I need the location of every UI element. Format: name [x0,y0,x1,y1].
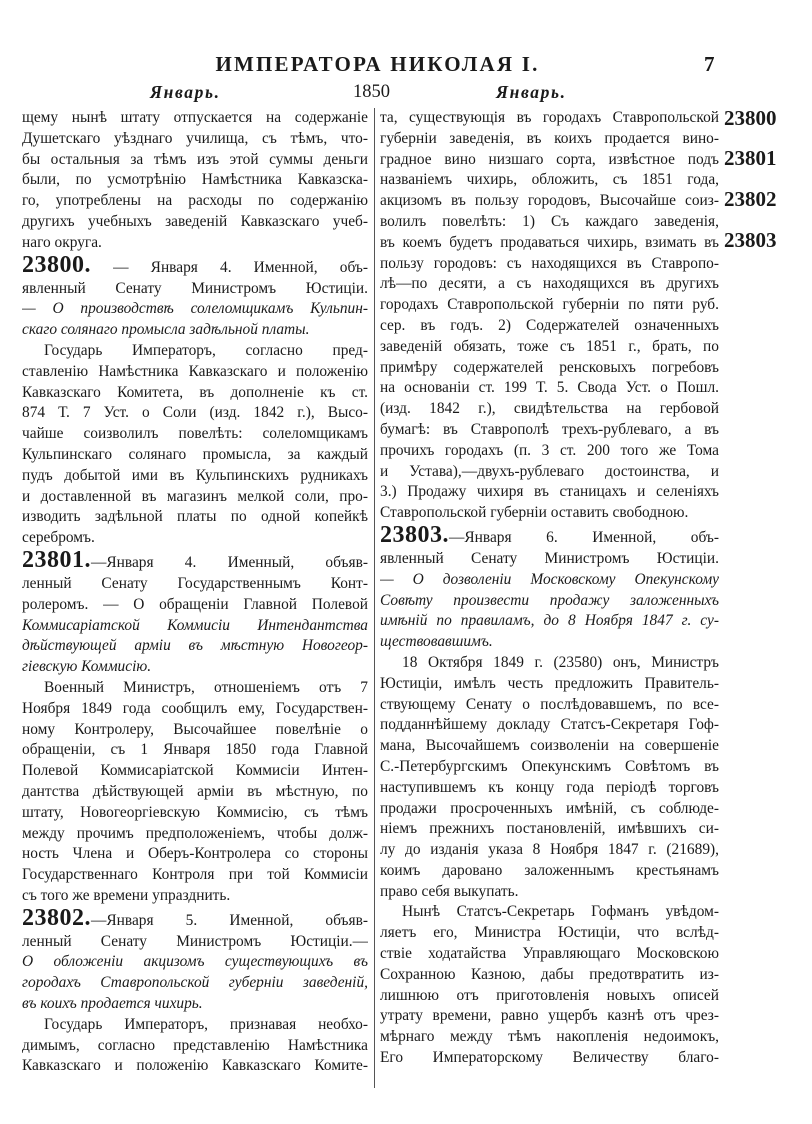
line-text: Коммисаріатской Коммисіи Интендантства [22,616,368,634]
text-line [380,778,719,799]
line-text: и доставленной въ магазинъ мелкой соли, про- [22,487,368,505]
line-text: О обложеніи акцизомъ существующихъ въ [22,953,368,971]
text-line [380,1006,719,1027]
text-line [380,570,719,591]
margin-decree-number: 23803 [724,228,777,252]
line-text: утрату времени, равно ущербъ казнѣ отъ чрез- [380,1007,719,1025]
line-text: прочихъ городахъ (п. 3 ст. 200 того же Тома [380,441,719,459]
text-line [22,994,368,1015]
text-line [22,466,368,487]
line-text: Военный Министръ, отношеніемъ отъ 7 [44,678,368,696]
text-line [380,462,719,483]
decree-number: 23803. [380,523,449,548]
text-line [380,316,719,337]
text-line [22,844,368,865]
line-text: наго округа. [22,233,102,251]
line-text: С.-Петербургскимъ Опекунскимъ Совѣтомъ въ [380,757,719,775]
line-text: продажи просроченныхъ имѣній, съ соблюде- [380,799,719,817]
line-text: Юстиціи, имѣлъ честь предложить Правитель- [380,674,719,692]
line-text: другихъ учебныхъ заведеній Кавказскаго учеб- [22,212,368,230]
line-text: дѣйствующей арміи въ мѣстную Новогеор- [22,637,368,655]
text-line [380,399,719,420]
text-line [22,212,368,233]
text-line [380,274,719,295]
text-line [380,358,719,379]
right-text-column [380,108,719,1069]
line-text: Государь Императоръ, согласно пред- [44,341,368,359]
decree-number: 23802. [22,906,91,931]
text-line [380,129,719,150]
text-line [22,279,368,300]
line-text: обращеніи, съ 1 Января 1850 года Главной [22,741,368,759]
line-text: право себя выкупать. [380,882,519,900]
text-line [380,819,719,840]
text-line [22,636,368,657]
line-text: та, существующія въ городахъ Ставропольской [380,109,719,126]
line-text: ществовавшимъ. [380,633,493,651]
line-text: ленный Сенату Министромъ Юстиціи.— [22,932,368,950]
line-text: названіемъ чихирь, обложить, съ 1851 года, [380,171,719,189]
line-text: —Января 4. Именный, объяв- [91,553,368,571]
text-line [380,674,719,695]
line-text: бумагѣ: въ Ставрополѣ трехъ-рублеваго, а въ [380,420,719,438]
text-line [22,1015,368,1036]
page-number: 7 [704,52,715,76]
line-text: Совѣту произвести продажу заложенныхъ [380,591,719,609]
column-divider [374,108,375,1088]
line-text: бы остальныя за тѣмъ изъ этой суммы деньги [22,150,368,168]
line-text: серебромъ. [22,529,95,547]
text-line [22,233,368,254]
text-line [22,1056,368,1077]
text-line [22,341,368,362]
text-line [380,695,719,716]
line-text: пудъ добытой ими въ Кульпинскихъ рудникахъ [22,466,368,484]
text-line [22,657,368,678]
text-line [380,212,719,233]
line-text: ролеромъ. — О обращеніи Главной Полевой [22,595,368,613]
text-line [22,403,368,424]
text-line [380,503,719,524]
text-line [22,507,368,528]
text-line [380,882,719,903]
line-text: городахъ Ставропольской губерніи заведеній, [22,974,368,992]
text-line [380,861,719,882]
margin-decree-number: 23801 [724,146,777,170]
line-text: и Устава),—двухъ-рублеваго достоинства, и [380,462,719,480]
line-text: мана, Высочайшемъ соизволеніи на совершеніе [380,737,719,755]
line-text: заведеній обязать, тоже съ 1851 г., брать, по [380,337,719,355]
text-line [380,944,719,965]
line-text: губерніи заведенія, въ коихъ продается вино- [380,129,719,147]
text-line [380,902,719,923]
line-text: въ коихъ продается чихирь. [22,995,203,1013]
text-line [22,191,368,212]
line-text: штату, Новогеоргіевскую Коммисію, съ тѣмъ [22,803,368,821]
line-text: лу до изданія указа 8 Ноября 1847 г. (21689), [380,841,719,859]
text-line [22,150,368,171]
line-text: чайше соизволилъ повелѣть: солеломщикамъ [22,425,368,443]
line-text: мѣрнаго между тѣмъ накопленія недоимокъ, [380,1028,719,1046]
text-line [22,720,368,741]
text-line [22,528,368,549]
text-line [22,886,368,907]
text-line [380,191,719,212]
line-text: дантства дѣйствующей арміи въ мѣстную, по [22,782,368,800]
text-line [22,616,368,637]
text-line [380,591,719,612]
line-text: щему нынѣ штату отпускается на содержаніе [22,109,368,126]
text-line [380,653,719,674]
line-text: (изд. 1842 г.), свидѣтельства на гербовой [380,400,719,418]
text-line [380,986,719,1007]
margin-decree-number: 23802 [724,187,777,211]
text-line [380,840,719,861]
text-line [22,952,368,973]
line-text: Кавказскаго и положенію Кавказскаго Комите- [22,1057,368,1075]
text-line [380,799,719,820]
line-text: градное вино низшаго сорта, извѣстное подъ [380,150,719,168]
line-text: гіевскую Коммисію. [22,658,152,676]
decree-heading-line [22,549,368,574]
line-text: волилъ повелѣть: 1) Съ каждаго заведенія, [380,212,719,230]
line-text: наступившемъ къ концу года періодѣ торговъ [380,778,719,796]
line-text: лишнюю отъ приготовленія новыхъ описей [380,986,719,1004]
text-line [380,736,719,757]
line-text: —Января 5. Именной, объяв- [91,911,368,929]
text-line [22,362,368,383]
line-text: пользу городовъ: съ находящихся въ Ставропо- [380,254,719,272]
text-line [22,824,368,845]
text-line [380,965,719,986]
line-text: съ того же времени упразднить. [22,886,231,904]
line-text: — О дозволеніи Московскому Опекунскому [380,570,719,588]
line-text: Ноября 1849 года сообщилъ ему, Государствен- [22,699,368,717]
month-left: Январь. [150,82,221,102]
decree-heading-line [22,254,368,279]
line-text: ствіе ходатайства Управляющаго Московскою [380,945,719,963]
decree-number: 23801. [22,548,91,573]
text-line [22,299,368,320]
text-line [22,973,368,994]
line-text: Душетскаго уѣзднаго училища, съ тѣмъ, что- [22,129,368,147]
line-text: 874 Т. 7 Уст. о Соли (изд. 1842 г.), Высо- [22,404,368,422]
line-text: на основаніи ст. 199 Т. 5. Свода Уст. о Пошл. [380,379,719,397]
text-line [380,254,719,275]
text-line [380,441,719,462]
line-text: сер. въ годъ. 2) Содержателей означенныхъ [380,316,719,334]
text-line [380,295,719,316]
margin-decree-number: 23800 [724,106,777,130]
line-text: акцизомъ въ пользу городовъ, Высочайше соиз- [380,192,719,210]
text-line [380,715,719,736]
text-line [380,233,719,254]
line-text: Кавказскаго Комитета, въ дополненіе къ ст. [22,383,368,401]
text-line [22,740,368,761]
line-text: явленный Сенату Министромъ Юстиціи. [22,279,368,297]
text-line [380,1027,719,1048]
line-text: го, употреблены на расходы по содержанію [22,192,368,210]
text-line [22,761,368,782]
line-text: ствующему Сенату о послѣдовавшемъ, по все- [380,695,719,713]
decree-heading-line [380,524,719,549]
text-line [22,383,368,404]
decree-number: 23800. [22,253,91,278]
text-line [22,932,368,953]
text-line [380,108,719,129]
text-line [22,108,368,129]
line-text: между прочимъ предположеніемъ, чтобы долж- [22,824,368,842]
line-text: были, по усмотрѣнію Намѣстника Кавказска- [22,171,368,189]
line-text: скаго солянаго промысла задѣльной платы. [22,321,310,339]
line-text: Нынѣ Статсъ-Секретарь Гофманъ увѣдом- [402,903,719,921]
line-text: изводить задѣльной платы по одной копейкѣ [22,508,368,526]
line-text: — О производствѣ солеломщикамъ Кульпин- [22,300,368,318]
line-text: городахъ Ставропольской губерніи по пяти руб. [380,296,719,314]
text-line [380,170,719,191]
text-line [380,923,719,944]
line-text: коимъ даровано заложеннымъ крестьянамъ [380,861,719,879]
text-line [22,320,368,341]
line-text: Сохранною Казною, дабы предотвратить из- [380,965,719,983]
month-right: Январь. [496,82,567,102]
text-line [380,549,719,570]
text-line [22,699,368,720]
line-text: ставленію Намѣстника Кавказскаго и положенію [22,362,368,380]
text-line [22,678,368,699]
line-text: 18 Октября 1849 г. (23580) онъ, Министръ [402,653,719,671]
line-text: 3.) Продажу чихиря въ станицахъ и селеніяхъ [380,483,719,501]
text-line [380,337,719,358]
text-line [22,1036,368,1057]
line-text: ляетъ его, Министра Юстиціи, что вслѣд- [380,924,719,942]
text-line [22,445,368,466]
line-text: Полевой Коммисаріатской Коммисіи Интен- [22,762,368,780]
line-text: —Января 6. Именной, объ- [449,528,719,546]
line-text: — Января 4. Именной, объ- [91,258,368,276]
line-text: ному Контролеру, Высочайшее повелѣніе о [22,720,368,738]
text-line [22,595,368,616]
line-text: ность Члена и Оберъ-Контролера со стороны [22,845,368,863]
line-text: Ставропольской губерніи оставить свободною. [380,504,689,522]
line-text: явленный Сенату Министромъ Юстиціи. [380,549,719,567]
line-text: Государь Императоръ, признавая необхо- [44,1015,368,1033]
text-line [22,129,368,150]
year-label: 1850 [353,82,390,102]
text-line [380,632,719,653]
line-text: въ коемъ будетъ продаваться чихирь, взимать въ [380,233,719,251]
text-line [380,378,719,399]
text-line [380,420,719,441]
line-text: подданнѣйшему докладу Статсъ-Секретаря Гоф- [380,716,719,734]
text-line [22,424,368,445]
text-line [380,150,719,171]
text-line [22,782,368,803]
line-text: ленный Сенату Государственнымъ Конт- [22,574,368,592]
text-line [22,170,368,191]
decree-heading-line [22,907,368,932]
line-text: Кульпинскаго солянаго промысла, за каждый [22,445,368,463]
line-text: Его Императорскому Величеству благо- [380,1049,719,1067]
text-line [22,803,368,824]
line-text: лѣ—по десяти, а съ находящихся въ другихъ [380,275,719,293]
text-line [22,487,368,508]
line-text: имѣній по правиламъ, до 8 Ноября 1847 г. су- [380,612,719,630]
running-head-title: ИМПЕРАТОРА НИКОЛАЯ I. [215,52,540,76]
line-text: ніемъ прежнихъ постановленій, имѣвшихъ си- [380,820,719,838]
line-text: примѣру содержателей ренсковыхъ погребовъ [380,358,719,376]
line-text: димымъ, согласно представленію Намѣстника [22,1036,368,1054]
text-line [380,482,719,503]
left-text-column [22,108,368,1077]
text-line [22,865,368,886]
line-text: Государственнаго Контроля при той Коммисіи [22,866,368,884]
text-line [22,574,368,595]
text-line [380,611,719,632]
text-line [380,757,719,778]
text-line [380,1048,719,1069]
